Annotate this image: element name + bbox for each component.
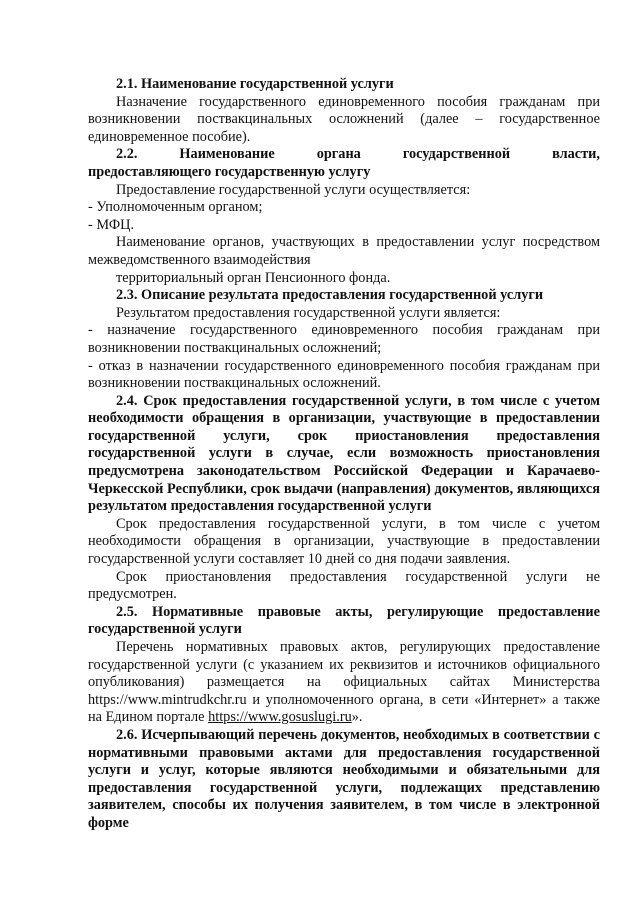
section-2-5-text-end: ». <box>351 709 363 726</box>
section-2-5-text: Перечень нормативных правовых актов, регулирующих предоставление государственной услуги (с указанием их реквизитов и источников официального опубликования) размещается на официальных сайтах Министерства https://www.mintrudkchr.ru и уполномоченного органа, в сети «Интернет» а также на Едином портале <box>88 639 600 726</box>
section-2-2-para-3: - МФЦ. <box>88 216 135 233</box>
section-2-6-heading: 2.6. Исчерпывающий перечень документов, необходимых в соответствии с нормативными правовыми актами для предоставления государственной услуги и услуг, которые являются необходимыми и обязательными для предоставления государственной услуги, подлежащих представлению заявителем, способы их получения заявителем, в том числе в электронной форме <box>88 726 600 831</box>
section-2-2-word-2: органа <box>316 146 361 163</box>
section-2-2-number: 2.2. <box>116 146 138 163</box>
section-2-5-heading: 2.5. Нормативные правовые акты, регулирующие предоставление государственной услуги <box>88 603 600 638</box>
section-2-3-para-1: Результатом предоставления государственной услуги является: <box>116 304 501 321</box>
section-2-5-para-1 <box>88 639 600 727</box>
section-2-3-para-3: - отказ в назначении государственного единовременного пособия гражданам при возникновении поствакцинальных осложнений. <box>88 357 600 392</box>
gosuslugi-link[interactable]: https://www.gosuslugi.ru <box>208 709 352 726</box>
section-2-1-heading: 2.1. Наименование государственной услуги <box>116 76 394 92</box>
section-2-3-heading: 2.3. Описание результата предоставления государственной услуги <box>116 287 544 304</box>
section-2-2-word-4: власти, <box>552 146 600 163</box>
section-2-2-word-3: государственной <box>402 146 511 163</box>
section-2-4-heading: 2.4. Срок предоставления государственной услуги, в том числе с учетом необходимости обращения в организации, участвующие в предоставлении государственной услуги, срок приостановления предоставления государственной услуги в случае, если возможность приостановления предусмотрена законодательством Российской Федерации и Карачаево-Черкесской Республики, срок выдачи (направления) документов, являющихся результатом предоставления государственной услуги <box>88 392 600 515</box>
section-2-2-heading-line2: предоставляющего государственную услугу <box>88 163 371 180</box>
section-2-2-word-1: Наименование <box>179 146 275 163</box>
section-2-2-para-5: территориальный орган Пенсионного фонда. <box>116 269 391 286</box>
section-2-1-text: Назначение государственного единовременного пособия гражданам при возникновении поствакцинальных осложнений (далее – государственное единовременное пособие). <box>88 93 600 145</box>
section-2-2-para-1: Предоставление государственной услуги осуществляется: <box>116 181 471 198</box>
section-2-2-heading-line1 <box>88 146 600 164</box>
section-2-4-para-1: Срок предоставления государственной услуги, в том числе с учетом необходимости обращения в организации, участвующие в предоставлении государственной услуги составляет 10 дней со дня подачи заявления. <box>88 515 600 568</box>
section-2-3-para-2: - назначение государственного единовременного пособия гражданам при возникновении поствакцинальных осложнений; <box>88 322 600 356</box>
section-2-2-para-4: Наименование органов, участвующих в предоставлении услуг посредством межведомственного взаимодействия <box>88 234 600 268</box>
section-2-2-para-2: - Уполномоченным органом; <box>88 199 263 216</box>
section-2-4-para-2: Срок приостановления предоставления государственной услуги не предусмотрен. <box>88 568 600 603</box>
